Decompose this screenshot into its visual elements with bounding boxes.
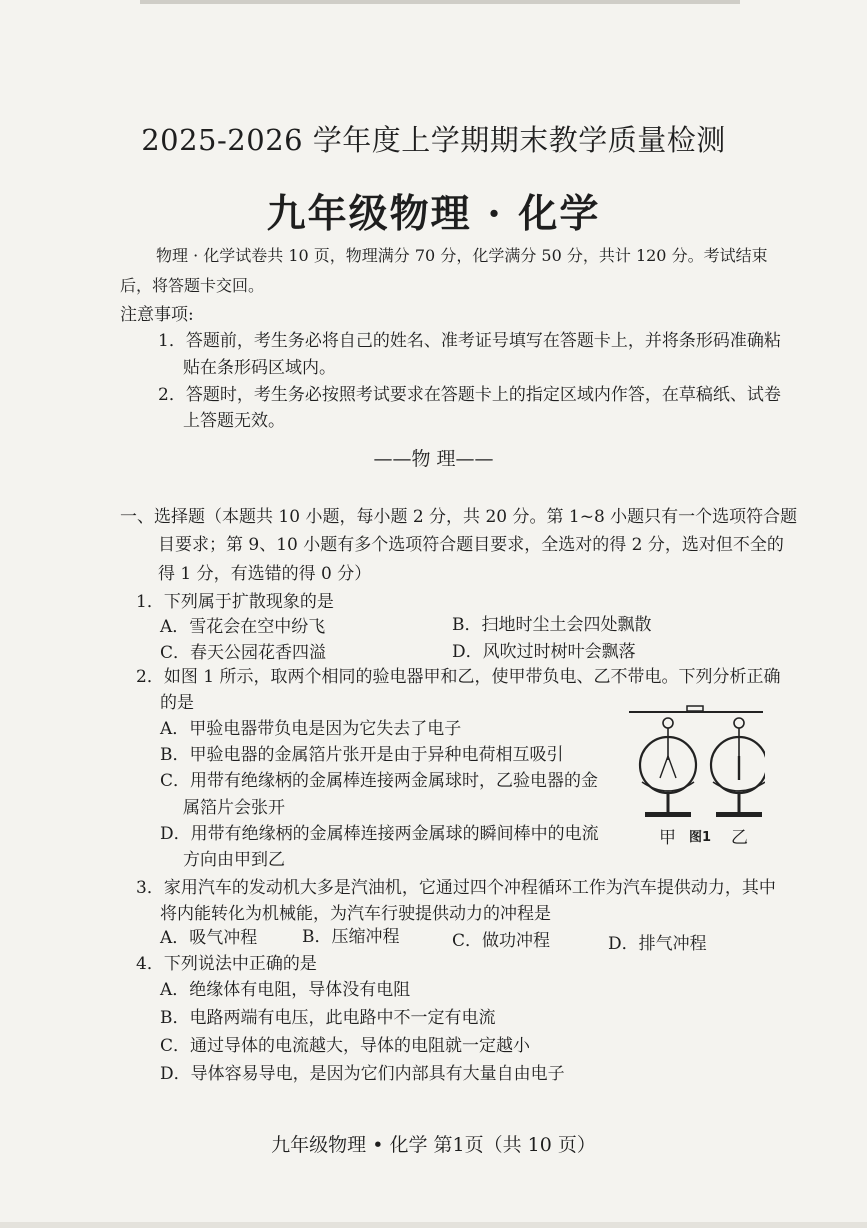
intro-line-1: 物理 · 化学试卷共 10 页，物理满分 70 分，化学满分 50 分，共计 120 分。考试结束 — [156, 246, 768, 265]
electroscope-diagram — [625, 700, 765, 850]
q3-stem-line-2: 将内能转化为机械能，为汽车行驶提供动力的冲程是 — [160, 904, 551, 924]
notice-item-1-line-1: 1．答题前，考生务必将自己的姓名、准考证号填写在答题卡上，并将条形码准确粘 — [158, 331, 781, 351]
q3-option-c: C．做功冲程 — [452, 931, 551, 951]
intro-line-2: 后，将答题卡交回。 — [120, 276, 265, 295]
q3-stem-line-1: 3．家用汽车的发动机大多是汽油机，它通过四个冲程循环工作为汽车提供动力，其中 — [136, 878, 776, 898]
q2-option-c-line-1: C．用带有绝缘柄的金属棒连接两金属球时，乙验电器的金 — [160, 771, 599, 791]
notice-item-2-line-1: 2．答题时，考生务必按照考试要求在答题卡上的指定区域内作答，在草稿纸、试卷 — [158, 385, 781, 405]
notice-heading: 注意事项: — [120, 305, 194, 325]
q4-option-b: B．电路两端有电压，此电路中不一定有电流 — [160, 1008, 496, 1028]
q3-option-d: D．排气冲程 — [608, 934, 707, 954]
q1-stem: 1．下列属于扩散现象的是 — [136, 592, 334, 612]
electroscope-jia — [640, 718, 696, 817]
figure-label-yi: 乙 — [731, 828, 748, 848]
part1-instructions-line-2: 目要求；第 9、10 小题有多个选项符合题目要求，全选对的得 2 分，选对但不全的 — [158, 535, 784, 555]
exam-title: 2025-2026 学年度上学期期末教学质量检测 — [141, 123, 726, 157]
notice-item-2-line-2: 上答题无效。 — [183, 411, 285, 431]
electroscope-yi — [711, 718, 765, 817]
q3-option-b: B．压缩冲程 — [302, 927, 400, 947]
figure-label-jia: 甲 — [659, 828, 676, 848]
q1-option-b: B．扫地时尘土会四处飘散 — [452, 615, 652, 635]
q2-option-d-line-2: 方向由甲到乙 — [183, 850, 285, 870]
q1-option-a: A．雪花会在空中纷飞 — [160, 617, 326, 637]
scan-edge-bottom — [0, 1222, 867, 1228]
q2-option-c-line-2: 属箔片会张开 — [183, 798, 285, 818]
section-title-physics: ——物 理—— — [373, 448, 494, 470]
q2-stem-line-2: 的是 — [160, 693, 194, 713]
q4-option-a: A．绝缘体有电阻，导体没有电阻 — [160, 980, 411, 1000]
q1-option-c: C．春天公园花香四溢 — [160, 643, 327, 663]
q1-option-d: D．风吹过时树叶会飘落 — [452, 642, 636, 662]
figure-1-electroscopes — [625, 700, 765, 850]
notice-item-1-line-2: 贴在条形码区域内。 — [183, 358, 336, 378]
part1-instructions-line-3: 得 1 分，有选错的得 0 分） — [158, 564, 372, 584]
page-footer: 九年级物理 • 化学 第1页（共 10 页） — [271, 1134, 596, 1156]
q2-stem-line-1: 2．如图 1 所示，取两个相同的验电器甲和乙，使甲带负电、乙不带电。下列分析正确 — [136, 667, 781, 687]
q3-option-a: A．吸气冲程 — [160, 928, 258, 948]
q4-stem: 4．下列说法中正确的是 — [136, 954, 317, 974]
q4-option-d: D．导体容易导电，是因为它们内部具有大量自由电子 — [160, 1064, 565, 1084]
q2-option-a: A．甲验电器带负电是因为它失去了电子 — [160, 719, 462, 739]
q2-option-d-line-1: D．用带有绝缘柄的金属棒连接两金属球的瞬间棒中的电流 — [160, 824, 599, 844]
figure-caption: 图1 — [689, 830, 712, 845]
exam-subtitle: 九年级物理 · 化学 — [266, 191, 601, 237]
q2-option-b: B．甲验电器的金属箔片张开是由于异种电荷相互吸引 — [160, 745, 564, 765]
scan-edge-top — [140, 0, 740, 4]
q4-option-c: C．通过导体的电流越大，导体的电阻就一定越小 — [160, 1036, 531, 1056]
part1-instructions-line-1: 一、选择题（本题共 10 小题，每小题 2 分，共 20 分。第 1~8 小题只有一个选项符合题 — [120, 507, 798, 527]
